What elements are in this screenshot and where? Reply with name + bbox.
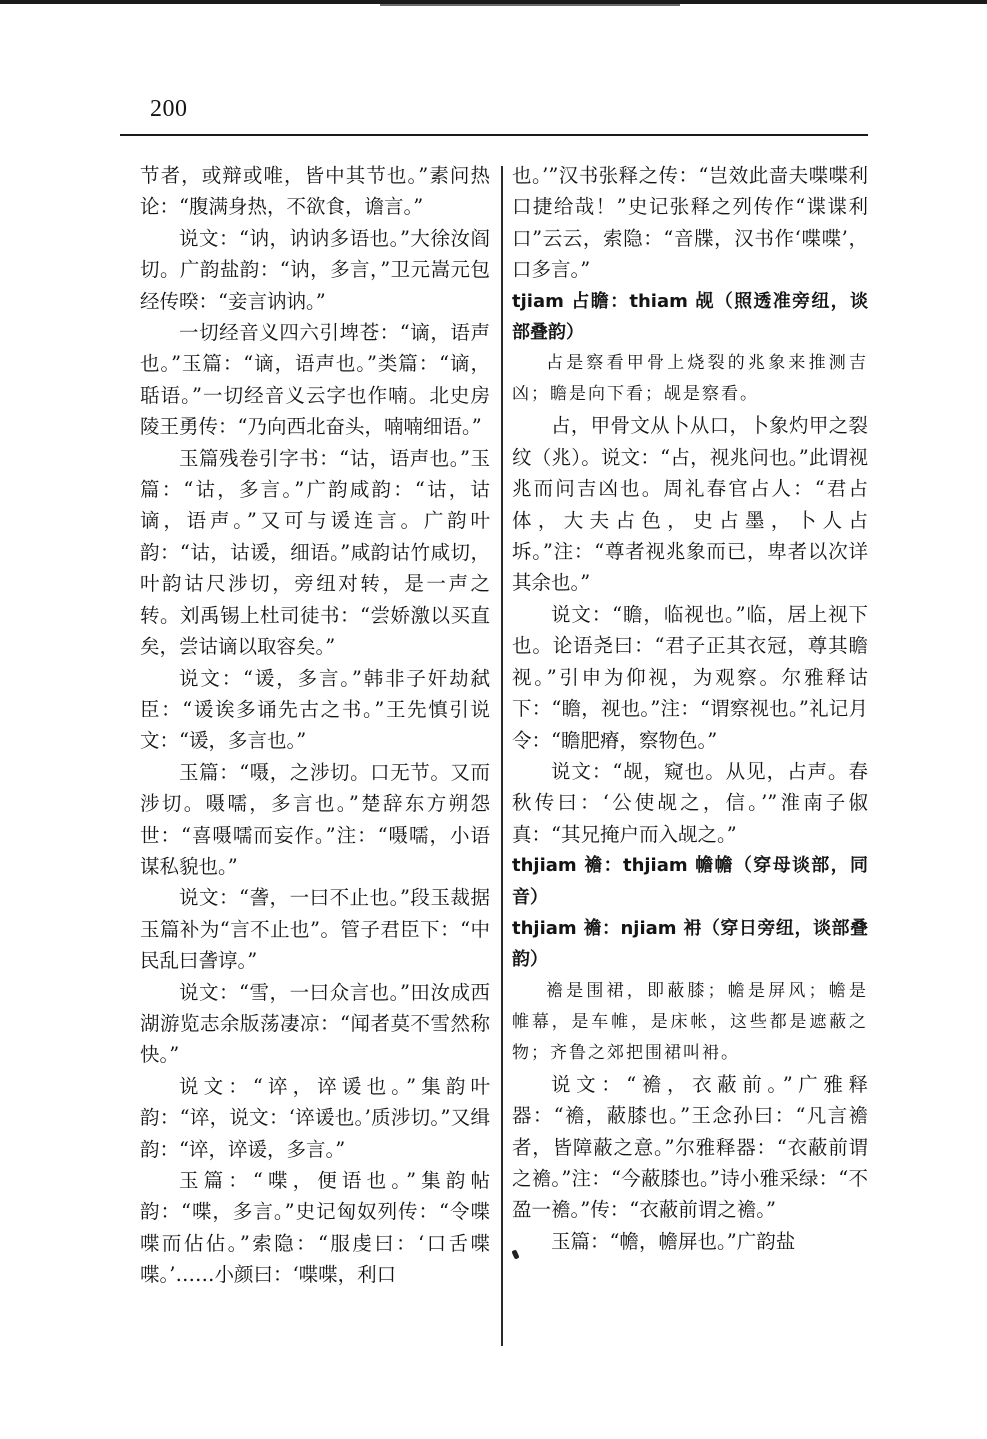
paragraph: 说文：“瞻，临视也。”临，居上视下也。论语尧曰：“君子正其衣冠，尊其瞻视。”引申为仰视，为观察。尔雅释诂下：“瞻，视也。”注：“谓察视也。”礼记月令：“瞻肥瘠，察物色。” xyxy=(512,602,868,752)
page-number: 200 xyxy=(150,96,188,122)
entry-gloss: 占是察看甲骨上烧裂的兆象来推测吉凶；瞻是向下看；觇是察看。 xyxy=(512,353,868,405)
scan-top-shadow xyxy=(380,4,680,6)
paragraph: 说文：“谇，谇谖也。”集韵叶韵：“谇，说文：‘谇谖也。’质涉切。”又缉韵：“谇，谇谖，多言。” xyxy=(140,1074,490,1161)
paragraph: 说文：“襜，衣蔽前。”广雅释器：“襜，蔽膝也。”王念孙曰：“凡言襜者，皆障蔽之意。”尔雅释器：“衣蔽前谓之襜。”注：“今蔽膝也。”诗小雅采绿：“不盈一襜。”传：“衣蔽前谓之襜。” xyxy=(512,1072,868,1222)
left-column xyxy=(140,160,490,1291)
paragraph: 说文：“谖，多言。”韩非子奸劫弑臣：“谖诶多诵先古之书。”王先慎引说文：“谖，多言也。” xyxy=(140,666,490,753)
paragraph: 说文：“讷，讷讷多语也。”大徐汝阎切。广韵盐韵：“讷，多言，”卫元嵩元包经传暌：“妾言讷讷。” xyxy=(140,226,490,313)
column-divider xyxy=(501,166,503,1346)
entry-gloss: 襜是围裙，即蔽膝；幨是屏风；幨是帷幕，是车帷，是床帐，这些都是遮蔽之物；齐鲁之郊把围裙叫衻。 xyxy=(512,980,868,1063)
paragraph: 玉篇：“幨，幨屏也。”广韵盐 xyxy=(551,1229,796,1253)
header-rule xyxy=(120,134,868,136)
entry-heading: thjiam 襜：thjiam 幨幨（穿母谈部，同音） xyxy=(512,855,868,908)
entry-heading: tjiam 占瞻：thiam 觇（照透准旁纽，谈部叠韵） xyxy=(512,290,868,344)
paragraph: 玉篇残卷引字书：“诂，语声也。”玉篇：“诂，多言。”广韵咸韵：“诂，诂谪，语声。”又可与谖连言。广韵叶韵：“诂，诂谖，细语。”咸韵诂竹咸切，叶韵诂尺涉切，旁纽对转，是一声之转。刘禹锡上杜司徒书：“尝娇激以买直矣，尝诂谪以取容矣。” xyxy=(140,446,490,659)
paragraph: 说文：“雪，一曰众言也。”田汝成西湖游览志余版荡凄凉：“闻者莫不雪然称快。” xyxy=(140,980,490,1067)
entry-heading: thjiam 襜：njiam 衻（穿日旁纽，谈部叠韵） xyxy=(512,917,868,971)
paragraph: 占，甲骨文从卜从口，卜象灼甲之裂纹（兆）。说文：“占，视兆问也。”此谓视兆而问吉凶也。周礼春官占人：“君占体，大夫占色，史占墨，卜人占坼。”注：“尊者视兆象而已，卑者以次详其余也。” xyxy=(512,414,868,595)
paragraph: 说文：“觇，窥也。从见，占声。春秋传曰：‘公使觇之，信。’”淮南子俶真：“其兄掩户而入觇之。” xyxy=(512,759,868,846)
right-column xyxy=(512,160,868,1257)
paragraph: 玉篇：“嗫，之涉切。口无节。又而涉切。嗫嚅，多言也。”楚辞东方朔怨世：“喜嗫嚅而妄作。”注：“嗫嚅，小语谋私貌也。” xyxy=(140,760,490,878)
paragraph: 玉篇：“喋，便语也。”集韵帖韵：“喋，多言。”史记匈奴列传：“令喋喋而佔佔。”索隐：“服虔曰：‘口舌喋喋。’……小颜曰：‘喋喋，利口 xyxy=(140,1169,490,1287)
paragraph: 节者，或辩或唯，皆中其节也。”素问热论：“腹满身热，不欲食，谵言。” xyxy=(140,164,490,219)
paragraph: 说文：“詟，一曰不止也。”段玉裁据玉篇补为“言不止也”。管子君臣下：“中民乱曰詟谆。” xyxy=(140,886,490,973)
paragraph: 也。’”汉书张释之传：“岂效此啬夫喋喋利口捷给哉！”史记张释之列传作“谍谍利口”云云，索隐：“音牒，汉书作‘喋喋’，口多言。” xyxy=(512,164,868,282)
paragraph: 一切经音义四六引埤苍：“谪，语声也。”玉篇：“谪，语声也。”类篇：“谪，聒语。”一切经音义云字也作喃。北史房陵王勇传：“乃向西北奋头，喃喃细语。” xyxy=(140,321,490,439)
